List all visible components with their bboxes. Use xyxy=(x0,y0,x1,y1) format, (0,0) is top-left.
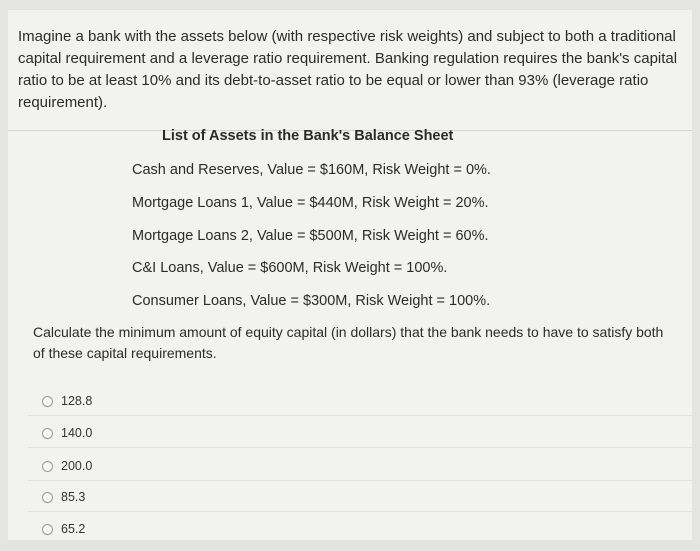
option-label: 85.3 xyxy=(61,490,86,504)
answer-option-3[interactable] xyxy=(42,459,92,473)
option-divider xyxy=(28,447,692,448)
asset-item-ci-loans: C&I Loans, Value = $600M, Risk Weight = 100%. xyxy=(132,260,448,276)
asset-item-mortgage-1: Mortgage Loans 1, Value = $440M, Risk Weight = 20%. xyxy=(132,195,489,211)
option-label: 140.0 xyxy=(61,426,93,440)
option-divider xyxy=(28,511,692,512)
option-label: 128.8 xyxy=(61,394,93,408)
radio-button[interactable] xyxy=(42,396,53,407)
radio-button[interactable] xyxy=(42,492,53,503)
radio-button[interactable] xyxy=(42,461,53,472)
question-text: Imagine a bank with the assets below (with respective risk weights) and subject to both a traditional capital requirement and a leverage ratio requirement. Banking regulation requires the bank's capital ratio to be at least 10% and its debt-to-asset ratio to be equal or lower than 93% (leverage ratio requirement). xyxy=(18,28,678,111)
assets-table-title: List of Assets in the Bank's Balance Sheet xyxy=(162,128,454,144)
option-label: 200.0 xyxy=(61,459,93,473)
asset-item-cash: Cash and Reserves, Value = $160M, Risk Weight = 0%. xyxy=(132,162,491,178)
radio-button[interactable] xyxy=(42,428,53,439)
answer-option-1[interactable] xyxy=(42,394,92,408)
option-label: 65.2 xyxy=(61,522,86,536)
radio-button[interactable] xyxy=(42,524,53,535)
answer-option-5[interactable] xyxy=(42,522,85,536)
answer-option-4[interactable] xyxy=(42,490,85,504)
calculation-prompt: Calculate the minimum amount of equity capital (in dollars) that the bank needs to have to satisfy both of these capital requirements. xyxy=(33,324,664,361)
option-divider xyxy=(28,480,692,481)
asset-item-consumer-loans: Consumer Loans, Value = $300M, Risk Weight = 100%. xyxy=(132,293,491,309)
asset-item-mortgage-2: Mortgage Loans 2, Value = $500M, Risk Weight = 60%. xyxy=(132,228,489,244)
option-divider xyxy=(28,415,692,416)
question-card xyxy=(8,10,692,540)
answer-option-2[interactable] xyxy=(42,426,92,440)
